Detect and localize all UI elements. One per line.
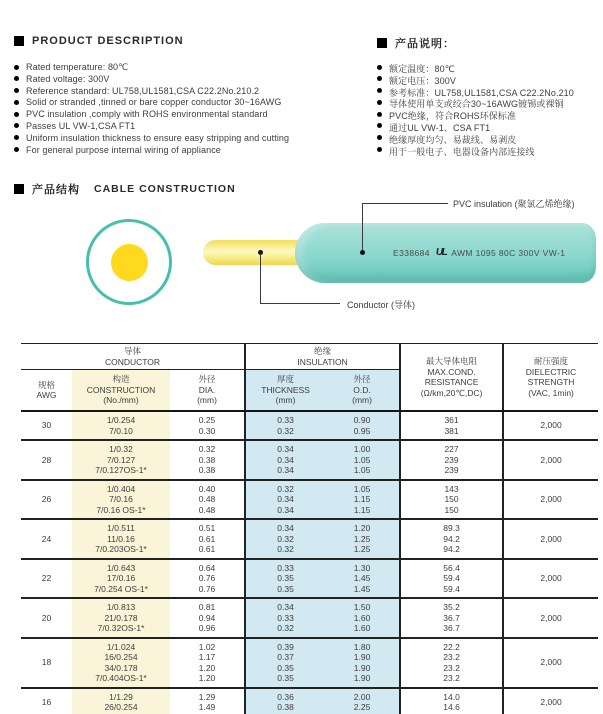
group-label-cn: 绝缘 bbox=[314, 346, 332, 356]
bullet-item bbox=[14, 86, 289, 98]
cell-line: 0.95 bbox=[353, 425, 371, 436]
cell-line: 7/0.16 bbox=[109, 494, 133, 504]
bullet-icon bbox=[14, 112, 19, 117]
cell-line: 1/0.511 bbox=[107, 523, 135, 533]
cell-line: 21/0.178 bbox=[104, 612, 138, 623]
cell-line: 0.34 bbox=[277, 504, 294, 515]
cell-line: 0.38 bbox=[198, 454, 216, 465]
header-line: 外径 bbox=[353, 374, 371, 385]
cell-line: 1.49 bbox=[198, 702, 216, 712]
cell-line: 2.25 bbox=[353, 702, 371, 712]
bullet-icon bbox=[14, 88, 19, 93]
conductor-leader-line bbox=[260, 303, 340, 304]
cell-line: 0.81 bbox=[198, 602, 216, 612]
bullet-item bbox=[377, 74, 574, 86]
cell-line: 0.36 bbox=[277, 691, 294, 702]
awg-cell: 20 bbox=[21, 598, 72, 638]
cell-line: 150 bbox=[444, 504, 459, 515]
resistance-cell bbox=[400, 638, 503, 688]
bullet-item bbox=[14, 97, 289, 109]
cell-line: 34/0.178 bbox=[104, 662, 138, 673]
cell-line: 89.3 bbox=[443, 523, 460, 533]
cell-line: 0.38 bbox=[198, 465, 216, 475]
pvc-leader-line bbox=[362, 203, 448, 204]
header-line: (Ω/km,20℃,DC) bbox=[420, 387, 483, 398]
table-row bbox=[21, 638, 598, 688]
header-line: 耐压强度 bbox=[534, 356, 569, 366]
cell-line: 361 bbox=[444, 415, 459, 425]
cell-line: 7/0.10 bbox=[109, 425, 133, 436]
dielectric-cell: 2,000 bbox=[503, 440, 598, 480]
bullet-item bbox=[14, 62, 289, 74]
thickness-header bbox=[245, 370, 325, 412]
cell-line: 0.48 bbox=[198, 494, 216, 504]
product-description-title bbox=[14, 35, 184, 47]
cell-line: 7/0.127OS-1* bbox=[95, 465, 147, 475]
cell-line: 0.35 bbox=[277, 673, 294, 683]
bullet-icon bbox=[14, 76, 19, 81]
construction-cell bbox=[72, 559, 170, 599]
od-cell bbox=[325, 480, 400, 520]
dielectric-cell: 2,000 bbox=[503, 559, 598, 599]
header-line: 厚度 bbox=[277, 374, 295, 385]
cell-line: 1.20 bbox=[198, 673, 216, 683]
header-line: RESISTANCE bbox=[424, 377, 479, 387]
header-line: DIELECTRIC bbox=[525, 366, 577, 377]
bullet-text: 用于一般电子、电器设备内部连接线 bbox=[389, 146, 535, 157]
cable-spec-text: AWM 1095 80C 300V VW-1 bbox=[451, 247, 566, 258]
table-row bbox=[21, 480, 598, 520]
header-line: 外径 bbox=[198, 374, 216, 385]
cable-construction-title bbox=[14, 181, 236, 197]
cell-line: 1.00 bbox=[353, 444, 371, 454]
cell-line: 1.17 bbox=[198, 652, 216, 662]
cell-line: 0.76 bbox=[198, 583, 216, 594]
cell-line: 59.4 bbox=[443, 573, 460, 583]
thickness-cell bbox=[245, 559, 325, 599]
pvc-insulation-label: PVC insulation (聚氯乙烯绝缘) bbox=[453, 199, 575, 209]
dielectric-cell: 2,000 bbox=[503, 480, 598, 520]
cell-line: 14.0 bbox=[443, 691, 460, 702]
construction-cell bbox=[72, 688, 170, 714]
cell-line: 1/0.643 bbox=[106, 562, 136, 573]
cell-line: 1.20 bbox=[353, 523, 371, 533]
cable-print-text bbox=[393, 247, 565, 258]
bullet-item bbox=[14, 133, 289, 145]
dielectric-cell: 2,000 bbox=[503, 598, 598, 638]
dia-cell bbox=[170, 598, 245, 638]
construction-cell bbox=[72, 411, 170, 440]
dia-cell bbox=[170, 440, 245, 480]
cell-line: 59.4 bbox=[443, 583, 460, 594]
table-row bbox=[21, 559, 598, 599]
cell-line: 1/0.32 bbox=[109, 444, 133, 454]
cell-line: 36.7 bbox=[443, 612, 460, 623]
cell-line: 1.45 bbox=[353, 583, 371, 594]
cell-line: 23.2 bbox=[443, 673, 460, 683]
cell-line: 7/0.32OS-1* bbox=[97, 623, 145, 633]
bullet-icon bbox=[377, 65, 382, 70]
header-line: AWG bbox=[36, 390, 57, 400]
bullet-icon bbox=[377, 147, 382, 152]
header-line: STRENGTH bbox=[527, 377, 575, 387]
section-title-en: CABLE CONSTRUCTION bbox=[94, 183, 236, 195]
cell-line: 1.60 bbox=[353, 623, 371, 633]
bullet-item bbox=[377, 121, 574, 133]
bullet-text: 绝缘厚度均匀、易裁线、易剥皮 bbox=[389, 134, 517, 145]
cell-line: 1.60 bbox=[353, 612, 371, 623]
bullet-text: Rated voltage: 300V bbox=[26, 73, 110, 84]
section-title-text: 产品说明： bbox=[395, 38, 455, 50]
table-row bbox=[21, 598, 598, 638]
group-label-en: CONDUCTOR bbox=[104, 356, 161, 367]
cell-line: 0.32 bbox=[277, 544, 294, 554]
awg-cell: 30 bbox=[21, 411, 72, 440]
construction-cell bbox=[72, 440, 170, 480]
bullet-item bbox=[14, 121, 289, 133]
cell-line: 239 bbox=[444, 454, 459, 465]
bullet-text: PVC绝缘，符合ROHS环保标准 bbox=[389, 111, 517, 122]
product-description-list bbox=[14, 62, 289, 156]
cell-line: 1.80 bbox=[353, 641, 371, 652]
dielectric-cell: 2,000 bbox=[503, 688, 598, 714]
thickness-cell bbox=[245, 440, 325, 480]
od-cell bbox=[325, 638, 400, 688]
cell-line: 11/0.16 bbox=[107, 533, 135, 544]
cell-line: 0.39 bbox=[277, 641, 294, 652]
cell-line: 35.2 bbox=[443, 602, 460, 612]
bullet-text: Rated temperature: 80℃ bbox=[26, 62, 129, 72]
cell-line: 23.2 bbox=[443, 652, 460, 662]
od-cell bbox=[325, 519, 400, 559]
construction-header bbox=[72, 370, 170, 412]
bullet-icon bbox=[377, 112, 382, 117]
conductor-leader-line bbox=[260, 253, 261, 303]
cell-line: 239 bbox=[444, 465, 459, 475]
bullet-text: 参考标准：UL758,UL1581,CSA C22.2No.210 bbox=[389, 87, 574, 98]
cable-cross-section bbox=[86, 219, 172, 305]
dia-cell bbox=[170, 480, 245, 520]
cell-line: 1/0.813 bbox=[106, 602, 136, 612]
cell-line: 0.61 bbox=[198, 544, 216, 554]
cell-line: 0.48 bbox=[198, 504, 216, 515]
cell-line: 381 bbox=[444, 425, 459, 436]
cell-line: 22.2 bbox=[443, 641, 460, 652]
cell-line: 0.61 bbox=[198, 533, 216, 544]
cell-line: 0.35 bbox=[277, 573, 294, 583]
cell-line: 0.34 bbox=[277, 444, 294, 454]
construction-cell bbox=[72, 519, 170, 559]
bullet-text: For general purpose internal wiring of appliance bbox=[26, 144, 221, 155]
cell-line: 36.7 bbox=[443, 623, 460, 633]
cert-number: E338684 bbox=[393, 247, 430, 258]
cell-line: 0.32 bbox=[277, 533, 294, 544]
cell-line: 0.33 bbox=[277, 562, 294, 573]
od-cell bbox=[325, 598, 400, 638]
table-group-header-row bbox=[21, 344, 598, 370]
header-line: 最大导体电阻 bbox=[426, 356, 478, 366]
bullet-icon bbox=[377, 88, 382, 93]
cell-line: 1.20 bbox=[198, 662, 216, 673]
cell-line: 0.25 bbox=[198, 415, 216, 425]
bullet-item bbox=[377, 109, 574, 121]
cell-line: 0.30 bbox=[198, 425, 216, 436]
od-header bbox=[325, 370, 400, 412]
ul-mark-icon: UL bbox=[435, 247, 447, 258]
pvc-leader-line bbox=[362, 203, 363, 252]
dia-cell bbox=[170, 411, 245, 440]
product-notes-cn-list bbox=[377, 62, 574, 156]
cell-line: 1.90 bbox=[353, 652, 371, 662]
bullet-icon bbox=[14, 123, 19, 128]
cell-line: 7/0.16 OS-1* bbox=[96, 504, 146, 515]
cell-line: 0.34 bbox=[277, 602, 294, 612]
conductor-group-header bbox=[21, 344, 245, 370]
table-row bbox=[21, 411, 598, 440]
awg-cell: 16 bbox=[21, 688, 72, 714]
cell-line: 0.32 bbox=[198, 444, 216, 454]
header-line: CONSTRUCTION bbox=[86, 384, 156, 395]
awg-cell: 24 bbox=[21, 519, 72, 559]
thickness-cell bbox=[245, 480, 325, 520]
cell-line: 7/0.203OS-1* bbox=[95, 544, 147, 554]
dia-cell bbox=[170, 519, 245, 559]
cell-line: 0.32 bbox=[277, 623, 294, 633]
cell-line: 0.35 bbox=[277, 583, 294, 594]
thickness-cell bbox=[245, 598, 325, 638]
header-line: MAX.COND. bbox=[427, 366, 476, 377]
cell-line: 1.02 bbox=[198, 641, 216, 652]
bullet-icon bbox=[14, 147, 19, 152]
bullet-item bbox=[377, 97, 574, 109]
cell-line: 0.40 bbox=[198, 483, 216, 494]
bullet-item bbox=[377, 133, 574, 145]
cell-line: 94.2 bbox=[443, 533, 460, 544]
section-square-icon bbox=[377, 38, 387, 48]
dia-cell bbox=[170, 638, 245, 688]
bullet-text: Uniform insulation thickness to ensure easy stripping and cutting bbox=[26, 132, 290, 143]
bullet-text: Reference standard: UL758,UL1581,CSA C22.2No.210.2 bbox=[26, 85, 260, 96]
header-line: (No./mm) bbox=[103, 395, 139, 406]
cell-line: 1/1.024 bbox=[106, 641, 136, 652]
cell-line: 0.38 bbox=[277, 702, 294, 712]
table-row bbox=[21, 519, 598, 559]
cell-line: 7/0.254 OS-1* bbox=[94, 583, 148, 594]
bullet-icon bbox=[377, 100, 382, 105]
header-line: O.D. bbox=[353, 384, 371, 395]
header-line: 规格 bbox=[37, 379, 55, 390]
cell-line: 0.94 bbox=[198, 612, 216, 623]
group-label-cn: 导体 bbox=[124, 346, 142, 356]
od-cell bbox=[325, 411, 400, 440]
bullet-item bbox=[377, 62, 574, 74]
od-cell bbox=[325, 688, 400, 714]
bullet-text: 导体使用单支或绞合30~16AWG镀锡或裸铜 bbox=[389, 99, 564, 110]
bullet-item bbox=[14, 145, 289, 157]
cell-line: 1.50 bbox=[353, 602, 371, 612]
cell-line: 1.25 bbox=[353, 533, 371, 544]
bullet-text: 额定温度：80℃ bbox=[389, 64, 455, 74]
cell-line: 1/0.254 bbox=[106, 415, 136, 425]
cell-line: 26/0.254 bbox=[104, 702, 138, 712]
cell-line: 1.45 bbox=[353, 573, 371, 583]
awg-cell: 22 bbox=[21, 559, 72, 599]
cell-line: 1.05 bbox=[353, 465, 371, 475]
cell-line: 150 bbox=[444, 494, 459, 504]
cell-line: 1.30 bbox=[353, 562, 371, 573]
bullet-icon bbox=[14, 100, 19, 105]
header-line: (VAC, 1min) bbox=[528, 387, 574, 398]
cell-line: 0.32 bbox=[277, 425, 294, 436]
bullet-item bbox=[14, 109, 289, 121]
cell-line: 94.2 bbox=[443, 544, 460, 554]
cell-line: 16/0.254 bbox=[104, 652, 138, 662]
cell-line: 0.34 bbox=[277, 454, 294, 465]
product-notes-cn-title bbox=[377, 35, 455, 51]
cell-line: 0.32 bbox=[277, 483, 294, 494]
bullet-icon bbox=[377, 123, 382, 128]
cell-line: 0.34 bbox=[277, 494, 294, 504]
dielectric-cell: 2,000 bbox=[503, 638, 598, 688]
dia-header bbox=[170, 370, 245, 412]
pvc-leader-dot bbox=[360, 250, 365, 255]
section-title-cn: 产品结构 bbox=[32, 184, 80, 196]
cell-line: 2.00 bbox=[353, 691, 371, 702]
cell-line: 0.96 bbox=[198, 623, 216, 633]
cell-line: 7/0.404OS-1* bbox=[95, 673, 147, 683]
section-square-icon bbox=[14, 184, 24, 194]
resistance-header bbox=[400, 344, 503, 412]
cell-line: 0.76 bbox=[198, 573, 216, 583]
header-line: (mm) bbox=[197, 395, 217, 406]
bullet-icon bbox=[14, 65, 19, 70]
bullet-item bbox=[14, 74, 289, 86]
awg-cell: 26 bbox=[21, 480, 72, 520]
dia-cell bbox=[170, 688, 245, 714]
cell-line: 1/0.404 bbox=[106, 483, 136, 494]
cell-line: 0.33 bbox=[277, 612, 294, 623]
cell-line: 1.15 bbox=[353, 494, 371, 504]
conductor-core-icon bbox=[111, 244, 148, 281]
od-cell bbox=[325, 440, 400, 480]
cell-line: 17/0.16 bbox=[106, 573, 136, 583]
awg-cell: 18 bbox=[21, 638, 72, 688]
bullet-icon bbox=[14, 135, 19, 140]
cell-line: 1.05 bbox=[353, 454, 371, 465]
cell-line: 0.37 bbox=[277, 652, 294, 662]
resistance-cell bbox=[400, 688, 503, 714]
od-cell bbox=[325, 559, 400, 599]
bullet-text: Passes UL VW-1,CSA FT1 bbox=[26, 120, 136, 131]
thickness-cell bbox=[245, 638, 325, 688]
bullet-text: 额定电压：300V bbox=[389, 75, 456, 86]
cell-line: 1.15 bbox=[353, 504, 371, 515]
bullet-icon bbox=[377, 76, 382, 81]
bullet-item bbox=[377, 145, 574, 157]
bullet-item bbox=[377, 86, 574, 98]
cell-line: 56.4 bbox=[443, 562, 460, 573]
bullet-text: 通过UL VW-1、CSA FT1 bbox=[389, 122, 491, 133]
header-line: THICKNESS bbox=[261, 384, 310, 395]
conductor-label: Conductor (导体) bbox=[347, 300, 416, 310]
cell-line: 0.64 bbox=[198, 562, 216, 573]
cell-line: 1.90 bbox=[353, 673, 371, 683]
cell-line: 227 bbox=[444, 444, 459, 454]
awg-cell: 28 bbox=[21, 440, 72, 480]
cell-line: 0.90 bbox=[353, 415, 371, 425]
resistance-cell bbox=[400, 519, 503, 559]
cell-line: 14.6 bbox=[443, 702, 460, 712]
cell-line: 0.35 bbox=[277, 662, 294, 673]
cell-line: 1.29 bbox=[198, 691, 216, 702]
table-row bbox=[21, 440, 598, 480]
cell-line: 7/0.127 bbox=[106, 454, 136, 465]
thickness-cell bbox=[245, 411, 325, 440]
resistance-cell bbox=[400, 559, 503, 599]
cell-line: 1.90 bbox=[353, 662, 371, 673]
cell-line: 0.33 bbox=[277, 415, 294, 425]
header-line: (mm) bbox=[275, 395, 296, 406]
thickness-cell bbox=[245, 519, 325, 559]
construction-cell bbox=[72, 638, 170, 688]
cell-line: 0.34 bbox=[277, 523, 294, 533]
header-line: (mm) bbox=[352, 395, 372, 406]
dielectric-cell: 2,000 bbox=[503, 519, 598, 559]
resistance-cell bbox=[400, 480, 503, 520]
dia-cell bbox=[170, 559, 245, 599]
section-square-icon bbox=[14, 36, 24, 46]
construction-cell bbox=[72, 480, 170, 520]
group-label-en: INSULATION bbox=[297, 356, 348, 367]
dielectric-header bbox=[503, 344, 598, 412]
resistance-cell bbox=[400, 598, 503, 638]
thickness-cell bbox=[245, 688, 325, 714]
awg-header bbox=[21, 370, 72, 412]
section-title-text: PRODUCT DESCRIPTION bbox=[32, 35, 184, 47]
cell-line: 1/1.29 bbox=[109, 691, 133, 702]
header-line: DIA. bbox=[198, 384, 216, 395]
insulation-group-header bbox=[245, 344, 400, 370]
construction-cell bbox=[72, 598, 170, 638]
dielectric-cell: 2,000 bbox=[503, 411, 598, 440]
resistance-cell bbox=[400, 440, 503, 480]
cell-line: 0.51 bbox=[198, 523, 216, 533]
cell-line: 23.2 bbox=[443, 662, 460, 673]
spec-table bbox=[21, 343, 598, 714]
header-line: 构造 bbox=[112, 374, 130, 385]
table-row bbox=[21, 688, 598, 714]
resistance-cell bbox=[400, 411, 503, 440]
bullet-icon bbox=[377, 135, 382, 140]
cell-line: 0.34 bbox=[277, 465, 294, 475]
cell-line: 1.25 bbox=[353, 544, 371, 554]
cell-line: 143 bbox=[444, 483, 459, 494]
bullet-text: PVC insulation ,comply with ROHS environmental standard bbox=[26, 109, 268, 120]
bullet-text: Solid or stranded ,tinned or bare copper conductor 30~16AWG bbox=[26, 97, 282, 108]
cell-line: 1.05 bbox=[353, 483, 371, 494]
